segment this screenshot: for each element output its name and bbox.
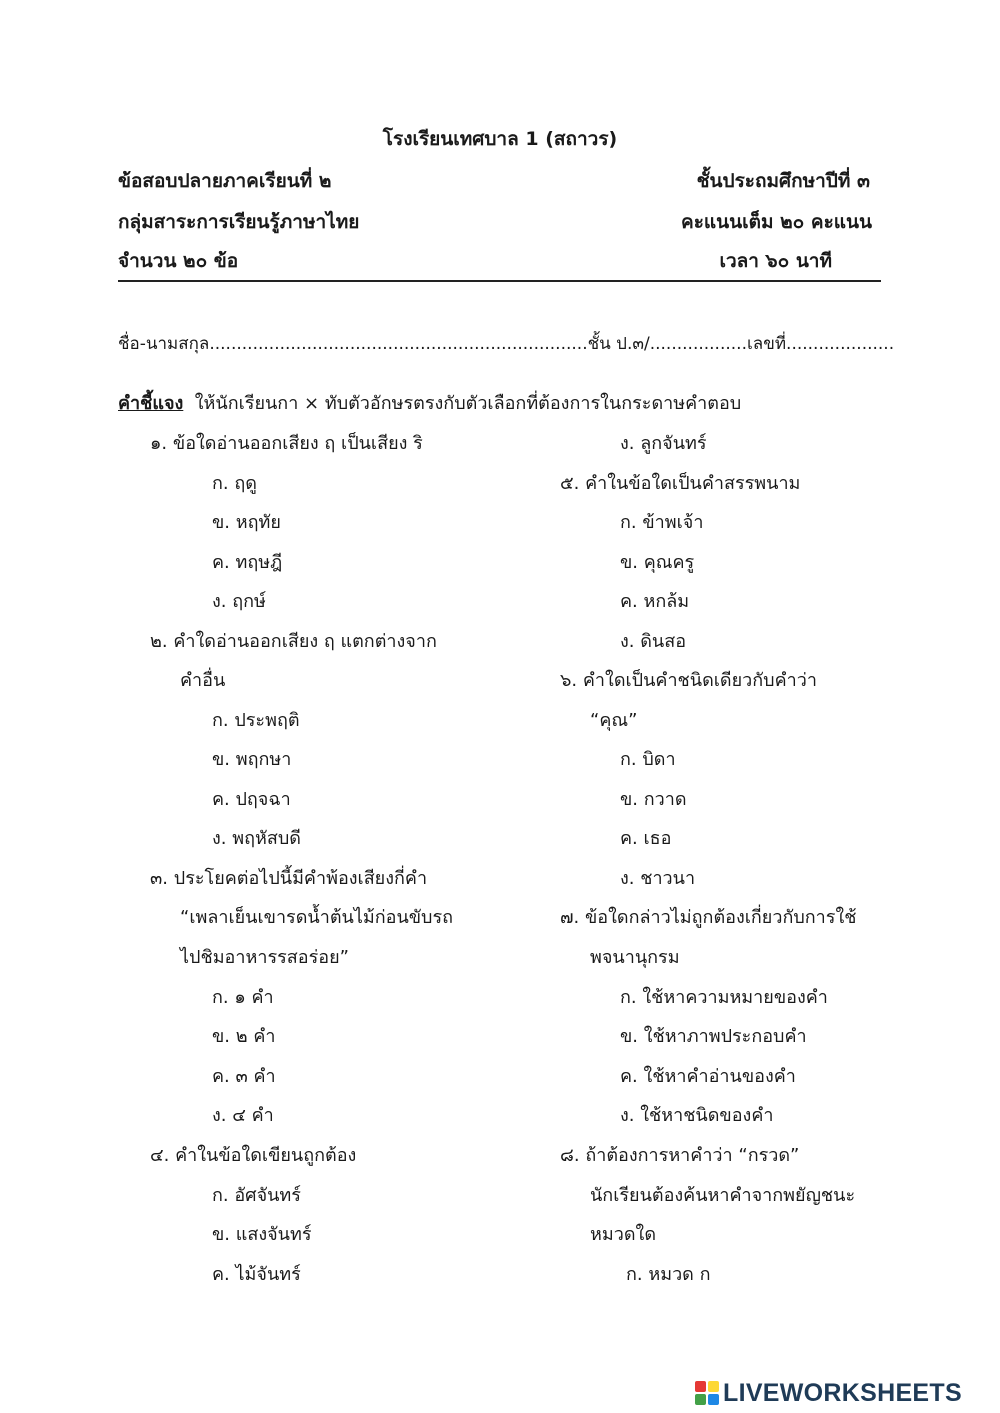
question-3-text: ประโยคต่อไปนี้มีคำพ้องเสียงกี่คำ	[173, 868, 428, 889]
logo-square-green	[695, 1394, 706, 1405]
question-2-line2: คำอื่น	[180, 670, 226, 691]
full-score: คะแนนเต็ม ๒๐ คะแนน	[681, 211, 872, 233]
liveworksheets-logo[interactable]	[695, 1376, 962, 1410]
instructions-text: ให้นักเรียนกา × ทับตัวอักษรตรงกับตัวเลือกที่ต้องการในกระดาษคำตอบ	[194, 393, 742, 414]
q2-option-b[interactable]: ข. พฤกษา	[212, 749, 292, 770]
exam-name: ข้อสอบปลายภาคเรียนที่ ๒	[118, 170, 332, 192]
question-5	[560, 468, 800, 497]
q3-option-c[interactable]: ค. ๓ คำ	[212, 1066, 276, 1087]
q3-option-a[interactable]: ก. ๑ คำ	[212, 987, 274, 1008]
exam-time: เวลา ๖๐ นาที	[719, 250, 832, 272]
q1-option-c[interactable]: ค. ทฤษฎี	[212, 552, 283, 573]
student-info-line[interactable]: ชื่อ-นามสกุล......................................................................ชั้น ป.๓/..................เลขที่....................	[118, 334, 895, 354]
q5-option-c[interactable]: ค. หกล้ม	[620, 591, 690, 612]
q3-option-b[interactable]: ข. ๒ คำ	[212, 1026, 276, 1047]
question-7-text: ข้อใดกล่าวไม่ถูกต้องเกี่ยวกับการใช้	[585, 907, 857, 928]
q7-option-c[interactable]: ค. ใช้หาคำอ่านของคำ	[620, 1066, 796, 1087]
question-2	[150, 626, 437, 655]
logo-square-yellow	[708, 1381, 719, 1392]
question-3-line3: ไปชิมอาหารรสอร่อย”	[180, 947, 349, 968]
subject-group: กลุ่มสาระการเรียนรู้ภาษาไทย	[118, 211, 360, 233]
question-5-text: คำในข้อใดเป็นคำสรรพนาม	[585, 473, 801, 494]
q1-option-d[interactable]: ง. ฤกษ์	[212, 591, 266, 612]
q2-option-c[interactable]: ค. ปฤจฉา	[212, 789, 291, 810]
grade-level: ชั้นประถมศึกษาปีที่ ๓	[696, 170, 870, 192]
q5-option-d[interactable]: ง. ดินสอ	[620, 631, 687, 652]
q7-option-a[interactable]: ก. ใช้หาความหมายของคำ	[620, 987, 828, 1008]
logo-square-red	[695, 1381, 706, 1392]
question-8	[560, 1140, 799, 1169]
question-1-text: ข้อใดอ่านออกเสียง ฤ เป็นเสียง ริ	[172, 433, 423, 454]
logo-icon	[695, 1381, 719, 1405]
q1-option-b[interactable]: ข. หฤทัย	[212, 512, 281, 533]
q5-option-b[interactable]: ข. คุณครู	[620, 552, 695, 573]
question-7	[560, 902, 856, 931]
question-6-number: ๖.	[560, 670, 578, 691]
q4-option-a[interactable]: ก. อัศจันทร์	[212, 1185, 301, 1206]
q4-option-c[interactable]: ค. ไม้จันทร์	[212, 1264, 301, 1285]
q2-option-a[interactable]: ก. ประพฤติ	[212, 710, 300, 731]
question-8-line3: หมวดใด	[590, 1224, 657, 1245]
question-4-number: ๔.	[150, 1145, 170, 1166]
question-7-line2: พจนานุกรม	[590, 947, 680, 968]
q6-option-c[interactable]: ค. เธอ	[620, 828, 672, 849]
q7-option-d[interactable]: ง. ใช้หาชนิดของคำ	[620, 1105, 774, 1126]
q6-option-d[interactable]: ง. ชาวนา	[620, 868, 696, 889]
q3-option-d[interactable]: ง. ๔ คำ	[212, 1105, 274, 1126]
question-6	[560, 665, 817, 694]
q4-option-b[interactable]: ข. แสงจันทร์	[212, 1224, 312, 1245]
question-8-text: ถ้าต้องการหาคำว่า “กรวด”	[585, 1145, 800, 1166]
header-divider	[118, 280, 881, 282]
logo-square-blue	[708, 1394, 719, 1405]
question-8-number: ๘.	[560, 1145, 580, 1166]
q2-option-d[interactable]: ง. พฤหัสบดี	[212, 828, 301, 849]
question-2-text: คำใดอ่านออกเสียง ฤ แตกต่างจาก	[173, 631, 437, 652]
question-4-text: คำในข้อใดเขียนถูกต้อง	[175, 1145, 357, 1166]
question-4	[150, 1140, 356, 1169]
question-7-number: ๗.	[560, 907, 580, 928]
q6-option-a[interactable]: ก. บิดา	[620, 749, 676, 770]
question-2-number: ๒.	[150, 631, 168, 652]
instructions	[118, 388, 741, 417]
q8-option-a[interactable]: ก. หมวด ก	[626, 1264, 711, 1285]
question-3-line2: “เพลาเย็นเขารดน้ำต้นไม้ก่อนขับรถ	[180, 907, 454, 928]
q1-option-a[interactable]: ก. ฤดู	[212, 473, 257, 494]
q5-option-a[interactable]: ก. ข้าพเจ้า	[620, 512, 704, 533]
question-1-number: ๑.	[150, 433, 168, 454]
q6-option-b[interactable]: ข. กวาด	[620, 789, 687, 810]
question-6-line2: “คุณ”	[590, 710, 638, 731]
item-count: จำนวน ๒๐ ข้อ	[118, 250, 239, 272]
question-5-number: ๕.	[560, 473, 580, 494]
q4-option-d[interactable]: ง. ลูกจันทร์	[620, 433, 707, 454]
instructions-label: คำชี้แจง	[118, 393, 184, 414]
question-6-text: คำใดเป็นคำชนิดเดียวกับคำว่า	[582, 670, 817, 691]
school-title: โรงเรียนเทศบาล 1 (สถาวร)	[382, 128, 618, 150]
q7-option-b[interactable]: ข. ใช้หาภาพประกอบคำ	[620, 1026, 807, 1047]
question-8-line2: นักเรียนต้องค้นหาคำจากพยัญชนะ	[590, 1185, 856, 1206]
question-3	[150, 863, 427, 892]
question-1	[150, 428, 423, 457]
logo-text: LIVEWORKSHEETS	[723, 1378, 962, 1407]
question-3-number: ๓.	[150, 868, 169, 889]
